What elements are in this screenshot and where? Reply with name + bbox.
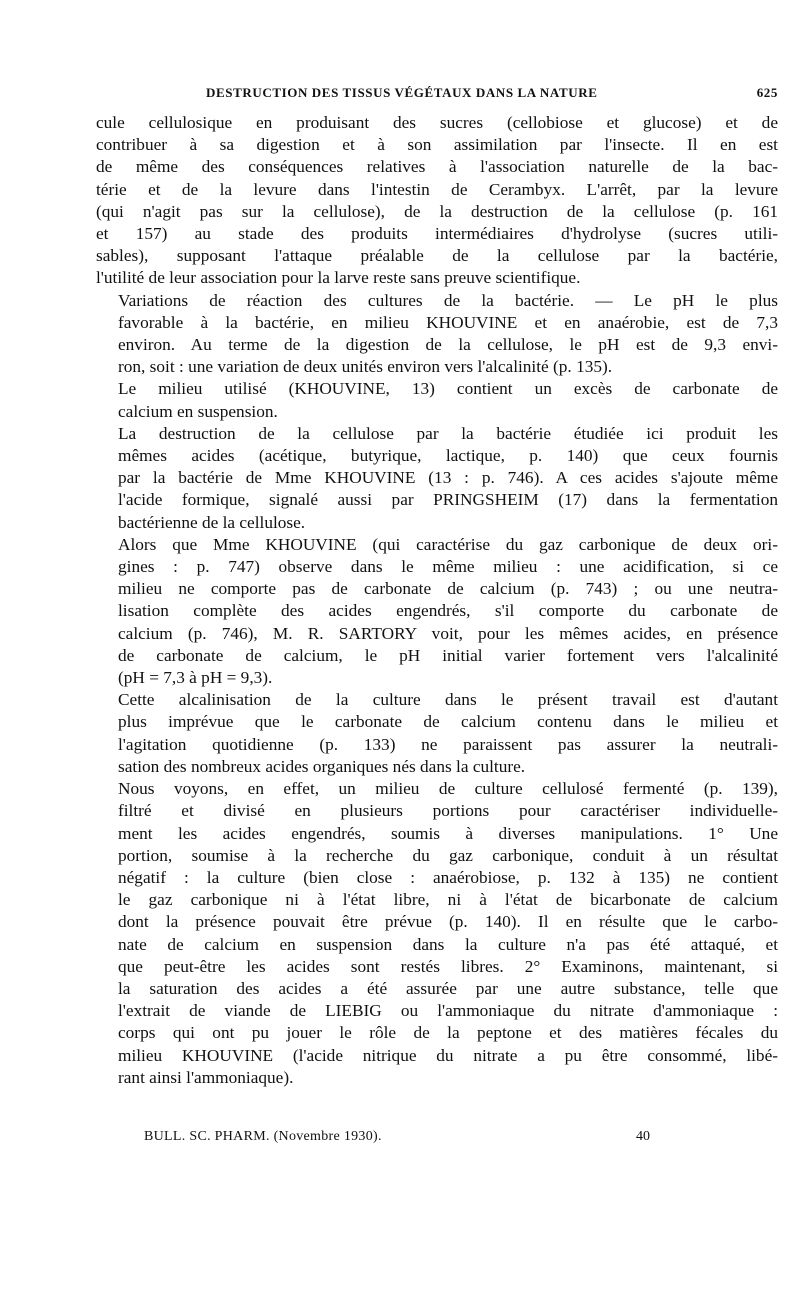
text-line: corps qui ont pu jouer le rôle de la peptone et des matières fécales du (118, 1023, 778, 1043)
text-line: filtré et divisé en plusieurs portions pour caractériser individuelle- (118, 801, 778, 821)
signature-mark: 40 (636, 1129, 650, 1144)
text-line: plus imprévue que le carbonate de calcium contenu dans le milieu et (118, 712, 778, 732)
text-line: de même des conséquences relatives à l'association naturelle de la bac- (96, 157, 778, 177)
text-line: La destruction de la cellulose par la bactérie étudiée ici produit les (118, 423, 778, 443)
paragraph (96, 378, 778, 422)
text-line: ron, soit : une variation de deux unités environ vers l'alcalinité (p. 135). (118, 357, 613, 377)
body-text (96, 112, 778, 1089)
running-title: DESTRUCTION DES TISSUS VÉGÉTAUX DANS LA NATURE (206, 85, 598, 100)
running-header (96, 85, 778, 109)
text-line: environ. Au terme de la digestion de la cellulose, le pH est de 9,3 envi- (118, 335, 778, 355)
text-line: milieu KHOUVINE (l'acide nitrique du nitrate a pu être consommé, libé- (118, 1045, 778, 1065)
text-line: cule cellulosique en produisant des sucres (cellobiose et glucose) et de (96, 113, 778, 132)
paragraph (96, 689, 778, 778)
text-line: lisation complète des acides engendrés, s'il comporte du carbonate de (118, 601, 778, 621)
text-line: ment les acides engendrés, soumis à diverses manipulations. 1° Une (118, 823, 778, 843)
text-line: (pH = 7,3 à pH = 9,3). (118, 668, 273, 688)
text-line: l'acide formique, signalé aussi par PRINGSHEIM (17) dans la fermentation (118, 490, 778, 510)
text-line: rant ainsi l'ammoniaque). (118, 1067, 294, 1087)
text-line: nate de calcium en suspension dans la culture n'a pas été attaqué, et (118, 934, 778, 954)
text-line: sation des nombreux acides organiques nés dans la culture. (118, 756, 526, 776)
text-line: contribuer à sa digestion et à son assimilation par l'insecte. Il en est (96, 135, 778, 155)
text-line: bactérienne de la cellulose. (118, 512, 306, 532)
paragraph (96, 778, 778, 1089)
text-line: dont la présence pouvait être prévue (p. 140). Il en résulte que le carbo- (118, 912, 778, 932)
paragraph (96, 534, 778, 689)
text-line: Le milieu utilisé (KHOUVINE, 13) contient un excès de carbonate de (118, 379, 778, 399)
text-line: le gaz carbonique ni à l'état libre, ni à l'état de bicarbonate de calcium (118, 890, 778, 910)
paragraph (96, 112, 778, 290)
page-footer (96, 1129, 778, 1151)
text-line: portion, soumise à la recherche du gaz carbonique, conduit à un résultat (118, 845, 778, 865)
text-line: térie et de la levure dans l'intestin de Cerambyx. L'arrêt, par la levure (96, 179, 778, 199)
text-line: l'extrait de viande de LIEBIG ou l'ammoniaque du nitrate d'ammoniaque : (118, 1001, 778, 1021)
text-line: calcium (p. 746), M. R. SARTORY voit, pour les mêmes acides, en présence (118, 623, 778, 643)
text-line: de carbonate de calcium, le pH initial varier fortement vers l'alcalinité (118, 645, 778, 665)
paragraph (96, 423, 778, 534)
paragraph (96, 290, 778, 379)
text-line: négatif : la culture (bien close : anaérobiose, p. 132 à 135) ne contient (118, 867, 778, 887)
journal-reference: BULL. SC. PHARM. (Novembre 1930). (144, 1129, 382, 1144)
text-line: Cette alcalinisation de la culture dans le présent travail est d'autant (118, 690, 778, 710)
text-line: que peut-être les acides sont restés libres. 2° Examinons, maintenant, si (118, 956, 778, 976)
text-line: gines : p. 747) observe dans le même milieu : une acidification, si ce (118, 557, 778, 577)
text-line: l'agitation quotidienne (p. 133) ne paraissent pas assurer la neutrali- (118, 734, 778, 754)
text-line: milieu ne comporte pas de carbonate de calcium (p. 743) ; ou une neutra- (118, 579, 778, 599)
text-line: Variations de réaction des cultures de la bactérie. — Le pH le plus (118, 290, 778, 310)
text-line: favorable à la bactérie, en milieu KHOUVINE et en anaérobie, est de 7,3 (118, 312, 778, 332)
text-line: l'utilité de leur association pour la larve reste sans preuve scientifique. (96, 268, 581, 288)
text-line: calcium en suspension. (118, 401, 278, 421)
text-line: Alors que Mme KHOUVINE (qui caractérise du gaz carbonique de deux ori- (118, 534, 778, 554)
text-line: (qui n'agit pas sur la cellulose), de la destruction de la cellulose (p. 161 (96, 201, 778, 221)
text-line: la saturation des acides a été assurée par une autre substance, telle que (118, 978, 778, 998)
text-line: sables), supposant l'attaque préalable de la cellulose par la bactérie, (96, 246, 778, 266)
text-line: Nous voyons, en effet, un milieu de culture cellulosé fermenté (p. 139), (118, 779, 778, 799)
text-line: par la bactérie de Mme KHOUVINE (13 : p. 746). A ces acides s'ajoute même (118, 468, 778, 488)
text-line: et 157) au stade des produits intermédiaires d'hydrolyse (sucres utili- (96, 224, 778, 244)
text-line: mêmes acides (acétique, butyrique, lactique, p. 140) que ceux fournis (118, 446, 778, 466)
page-number: 625 (756, 85, 778, 100)
